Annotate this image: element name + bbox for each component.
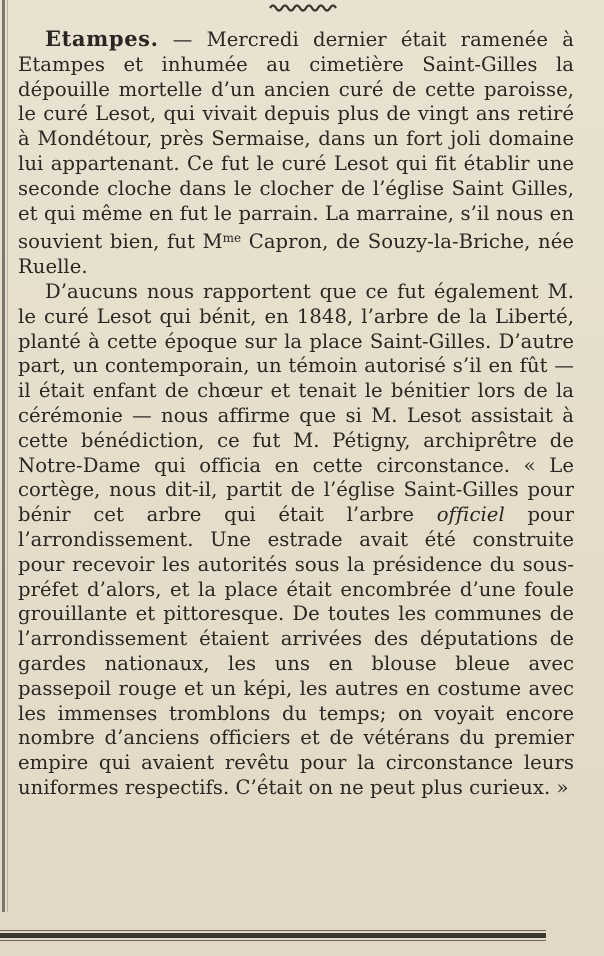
paragraph-1-end: Capron, de Souzy-la-Briche, née Ruelle. [18, 230, 575, 279]
column-rule-left [2, 0, 5, 912]
paragraph-2 [18, 280, 574, 801]
paragraph-2-text-a: D’aucuns nous rapportent que ce fut également M. le curé Lesot qui bénit, en 1848, l’arbre de la Liberté, planté à cette époque sur la place Saint-Gilles. D’autre part, un contemporain, un témoin autorisé s’il en fût — il était enfant de chœur et tenait le bénitier lors de la cérémonie — nous affirme que si M. Lesot assistait à cette bénédiction, ce fut M. Pétigny, archiprêtre de Notre-Dame qui officia en cette circonstance. « Le cortège, nous dit-il, partit de l’église Saint-Gilles pour bénir cet arbre qui était l’arbre [18, 279, 574, 527]
article-end-rule [0, 930, 546, 941]
article-body [18, 27, 574, 801]
paragraph-2-text-b: pour l’arrondissement. Une estrade avait été construite pour recevoir les autorités sous la présidence du sous-préfet d’alors, et la place était encombrée d’une foule grouillante et pittoresque. De toutes les communes de l’arrondissement étaient arrivées des députations de gardes nationaux, les uns en blouse bleue avec passepoil rouge et un képi, les autres en costume avec les immenses tromblons du temps; on voyait encore nombre d’anciens officiers et de vétérans du premier empire qui avaient revêtu pour la circonstance leurs uniformes respectifs. C’était on ne peut plus curieux. » [18, 503, 574, 799]
italic-word: officiel [436, 503, 505, 527]
column-rule-left-thin [7, 0, 8, 912]
section-separator-ornament [268, 2, 340, 16]
paragraph-1 [18, 27, 574, 280]
abbrev-superscript: me [222, 231, 242, 246]
wavy-ornament-icon [268, 2, 340, 16]
paragraph-1-text: — Mercredi dernier était ramenée à Etampes et inhumée au cimetière Saint-Gilles la dépouille mortelle d’un ancien curé de cette paroisse, le curé Lesot, qui vivait depuis plus de vingt ans retiré à Mondétour, près Sermaise, dans un fort joli domaine lui appartenant. Ce fut le curé Lesot qui fit établir une seconde cloche dans le clocher de l’église Saint Gilles, et qui même en fut le parrain. La marraine, s’il nous en souvient bien, fut M [18, 28, 574, 254]
dateline-place: Etampes. [45, 26, 159, 51]
